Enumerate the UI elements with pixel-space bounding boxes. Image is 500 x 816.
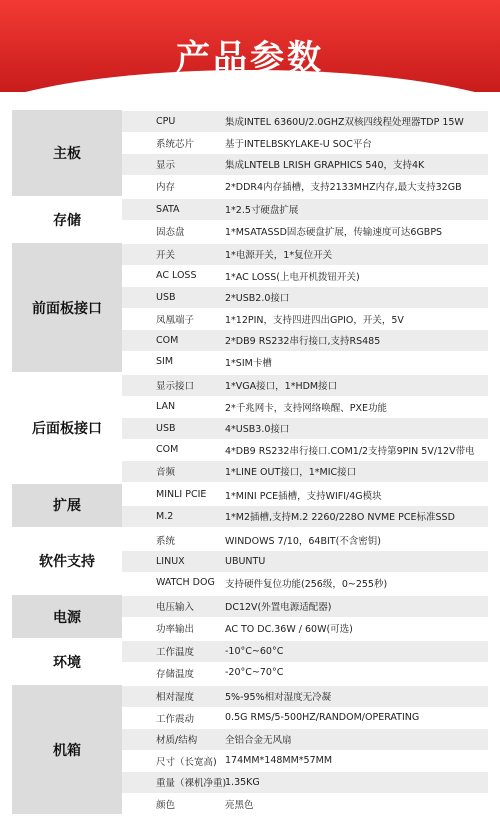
spec-key: 电压输入 (156, 602, 195, 614)
spec-row (122, 153, 488, 175)
spec-group (12, 529, 488, 596)
group-label: 机箱 (12, 685, 122, 814)
spec-key: 内存 (156, 181, 176, 193)
spec-value: UBUNTU (225, 555, 266, 567)
group-rows (122, 595, 488, 638)
group-rows (122, 374, 488, 482)
spec-row (122, 417, 488, 439)
spec-group (12, 198, 488, 243)
group-label: 存储 (12, 198, 122, 241)
group-rows (122, 529, 488, 594)
spec-value: 集成LNTELB LRISH GRAPHICS 540，支持4K (225, 160, 425, 172)
spec-row (122, 662, 488, 684)
spec-key: USB (156, 422, 176, 434)
group-label: 软件支持 (12, 529, 122, 594)
spec-row (122, 793, 488, 815)
spec-value: 4*DB9 RS232串行接口.COM1/2支持第9PIN 5V/12V带电 (225, 445, 475, 457)
spec-row (122, 750, 488, 772)
spec-row (122, 529, 488, 551)
spec-row (122, 505, 488, 527)
spec-key: M.2 (156, 510, 174, 522)
spec-value: 1*M2插槽,支持M.2 2260/228O NVME PCE标准SSD (225, 512, 455, 524)
spec-row (122, 572, 488, 594)
spec-key: 工作温度 (156, 647, 195, 659)
spec-row (122, 329, 488, 351)
spec-row (122, 484, 488, 506)
group-rows (122, 243, 488, 372)
spec-key: 开关 (156, 250, 176, 262)
spec-row (122, 374, 488, 396)
spec-row (122, 685, 488, 707)
spec-value: 1*12PIN，支持四进四出GPIO，开关，5V (225, 314, 404, 326)
spec-row (122, 265, 488, 287)
spec-row (122, 396, 488, 418)
spec-key: SATA (156, 203, 180, 215)
spec-row (122, 132, 488, 154)
spec-value: 2*DDR4内存插槽，支持2133MHZ内存,最大支持32GB (225, 181, 462, 193)
spec-row (122, 640, 488, 662)
spec-row (122, 617, 488, 639)
spec-value: 1*AC LOSS(上电开机拨钮开关) (225, 271, 360, 283)
spec-value: -20°C~70°C (225, 667, 284, 679)
spec-value: 1*2.5寸硬盘扩展 (225, 205, 299, 217)
spec-group (12, 374, 488, 484)
spec-value: 1*SIM卡槽 (225, 357, 272, 369)
spec-key: 材质/结构 (156, 735, 198, 747)
spec-value: WINDOWS 7/10，64BIT(不含密钥) (225, 535, 381, 547)
spec-key: 功率输出 (156, 623, 195, 635)
spec-row (122, 707, 488, 729)
spec-value: AC TO DC.36W / 60W(可选) (225, 623, 353, 635)
spec-key: USB (156, 291, 176, 303)
spec-value: 支持硬件复位功能(256级，0~255秒) (225, 578, 388, 590)
spec-value: 1*电源开关，1*复位开关 (225, 250, 333, 262)
spec-row (122, 595, 488, 617)
spec-row (122, 771, 488, 793)
spec-row (122, 110, 488, 132)
spec-key: MINLI PCIE (156, 489, 207, 501)
spec-key: 系统 (156, 535, 176, 547)
spec-value: 4*USB3.0接口 (225, 424, 290, 436)
spec-key: 固态盘 (156, 226, 185, 238)
spec-key: 尺寸（长宽高) (156, 756, 217, 768)
page-title: 产品参数 (176, 38, 324, 78)
group-label: 电源 (12, 595, 122, 638)
spec-key: COM (156, 334, 179, 346)
spec-row (122, 220, 488, 242)
spec-value: 1.35KG (225, 776, 260, 788)
spec-key: 音频 (156, 467, 176, 479)
spec-value: 亮黑色 (225, 799, 254, 811)
spec-row (122, 243, 488, 265)
spec-row (122, 198, 488, 220)
spec-key: 相对湿度 (156, 692, 195, 704)
spec-row (122, 175, 488, 197)
spec-key: 重量（裸机净重) (156, 778, 227, 790)
group-label: 主板 (12, 110, 122, 196)
spec-value: 集成INTEL 6360U/2.0GHZ双核四线程处理器TDP 15W (225, 117, 464, 129)
group-rows (122, 484, 488, 527)
spec-key: AC LOSS (156, 270, 197, 282)
spec-group (12, 640, 488, 685)
group-rows (122, 198, 488, 241)
group-label: 前面板接口 (12, 243, 122, 372)
spec-key: 系统芯片 (156, 138, 195, 150)
spec-value: 5%-95%相对湿度无冷凝 (225, 692, 332, 704)
spec-key: LINUX (156, 555, 185, 567)
spec-group (12, 484, 488, 529)
header-banner (0, 0, 500, 92)
group-rows (122, 110, 488, 196)
spec-key: 显示接口 (156, 381, 195, 393)
spec-value: DC12V(外置电源适配器) (225, 602, 332, 614)
spec-value: 2*千兆网卡，支持网络唤醒、PXE功能 (225, 402, 388, 414)
spec-value: -10°C~60°C (225, 645, 284, 657)
group-label: 扩展 (12, 484, 122, 527)
spec-key: SIM (156, 356, 174, 368)
spec-value: 1*MINI PCE插槽，支持WIFI/4G模块 (225, 490, 382, 502)
spec-value: 1*VGA接口，1*HDM接口 (225, 381, 338, 393)
spec-row (122, 286, 488, 308)
spec-value: 全铝合金无风扇 (225, 735, 292, 747)
spec-row (122, 439, 488, 461)
spec-key: CPU (156, 115, 176, 127)
spec-value: 174MM*148MM*57MM (225, 755, 333, 767)
spec-group (12, 110, 488, 198)
spec-key: 存储温度 (156, 668, 195, 680)
spec-row (122, 460, 488, 482)
group-rows (122, 640, 488, 683)
spec-group (12, 595, 488, 640)
spec-row (122, 351, 488, 373)
spec-value: 1*MSATASSD固态硬盘扩展，传输速度可达6GBPS (225, 226, 443, 238)
spec-key: LAN (156, 401, 176, 413)
spec-table (12, 110, 488, 816)
spec-value: 0.5G RMS/5-500HZ/RANDOM/OPERATING (225, 712, 420, 724)
spec-value: 2*USB2.0接口 (225, 293, 290, 305)
spec-group (12, 243, 488, 374)
spec-key: 显示 (156, 160, 176, 172)
spec-value: 基于INTELBSKYLAKE-U SOC平台 (225, 138, 372, 150)
spec-key: 凤凰端子 (156, 314, 195, 326)
spec-value: 2*DB9 RS232串行接口,支持RS485 (225, 336, 381, 348)
spec-key: 工作震动 (156, 713, 195, 725)
group-label: 环境 (12, 640, 122, 683)
spec-row (122, 550, 488, 572)
spec-group (12, 685, 488, 816)
group-label: 后面板接口 (12, 374, 122, 482)
spec-row (122, 308, 488, 330)
group-rows (122, 685, 488, 814)
spec-key: 颜色 (156, 799, 176, 811)
spec-key: WATCH DOG (156, 577, 215, 589)
spec-row (122, 728, 488, 750)
spec-value: 1*LINE OUT接口，1*MIC接口 (225, 467, 357, 479)
spec-key: COM (156, 444, 179, 456)
